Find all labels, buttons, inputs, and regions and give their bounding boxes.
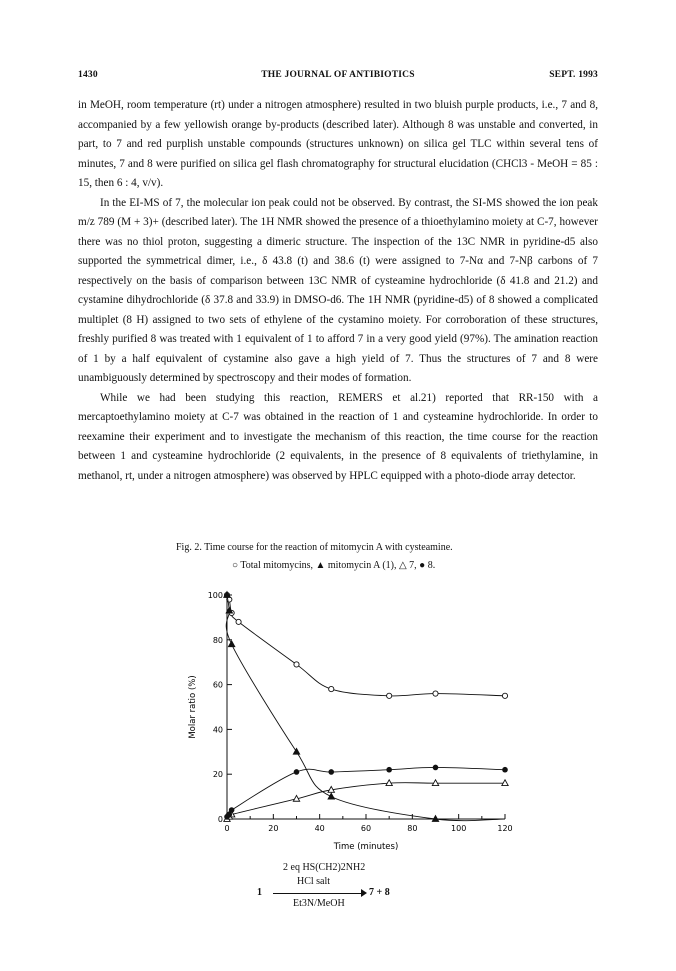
compound-8-point: [294, 769, 300, 775]
y-tick-label: 60: [212, 680, 223, 690]
y-tick-label: 0: [217, 815, 223, 824]
total-mitomycins-curve: [227, 595, 505, 696]
compound-8-point: [386, 767, 392, 773]
compound-7-point: [432, 780, 438, 786]
figure-caption: Fig. 2. Time course for the reaction of mitomycin A with cysteamine.: [176, 542, 453, 553]
reactant-label: 1: [257, 887, 262, 898]
issue-date: SEPT. 1993: [549, 70, 598, 80]
paragraph: In the EI-MS of 7, the molecular ion peak could not be observed. By contrast, the SI-MS showed the ion peak m/z 789 (M + 3)+ (described later). The 1H NMR showed the presence of a thioethylamino moiety at C-7, however there was no thiol proton, suggesting a dimeric structure. The inspection of the 13C NMR in pyridine-d5 also supported the symmetrical dimer, i.e., δ 43.8 (t) and 38.6 (t) were assigned to 7-Nα and 7-Nβ carbons of 7 respectively on the basis of comparison between 13C NMR of cysteamine hydrochloride (δ 41.8 and 21.2) and cystamine dihydrochloride (δ 37.8 and 33.9) in DMSO-d6. The 1H NMR (pyridine-d5) of 8 showed a complicated multiplet (8 H) assigned to two sets of ethylene of the cystamino moiety. For corroboration of these structures, freshly purified 8 was treated with 1 equivalent of 1 to afford 7 in a very good yield (97%). The amination reaction of 1 by a half equivalent of cystamine also gave a high yield of 7. Thus the structures of 7 and 8 were unambiguously determined by spectroscopy and their modes of formation.: [78, 196, 598, 384]
page-number: 1430: [78, 70, 98, 80]
reagent-label: 2 eq HS(CH2)2NH2: [283, 862, 366, 873]
products-label: 7 + 8: [369, 887, 390, 898]
x-axis-label: Time (minutes): [333, 842, 399, 852]
article-body: [78, 96, 598, 486]
compound-8-curve: [226, 767, 505, 816]
y-tick-label: 100: [207, 591, 223, 600]
compound-7-point: [502, 780, 508, 786]
x-tick-label: 60: [360, 824, 372, 833]
y-tick-label: 20: [212, 770, 223, 780]
total-mitomycins-point: [329, 686, 334, 691]
reaction-scheme: [255, 860, 415, 930]
figure-legend: ○ Total mitomycins, ▲ mitomycin A (1), △ 7, ● 8.: [232, 560, 436, 571]
arrow-head-icon: [361, 889, 367, 897]
x-tick-label: 100: [451, 824, 467, 833]
journal-title: THE JOURNAL OF ANTIBIOTICS: [261, 70, 415, 80]
time-course-chart: [0, 542, 676, 872]
paragraph: While we had been studying this reaction, REMERS et al.21) reported that RR-150 with a mercaptoethylamino moiety at C-7 was obtained in the reaction of 1 and cysteamine hydrochloride. In order to reexamine their experiment and to investigate the mechanism of this reaction, the time course for the reaction between 1 and cysteamine hydrochloride (2 equivalents, in the presence of 8 equivalents of triethylamine, in methanol, rt, under a nitrogen atmosphere) was observed by HPLC equipped with a photo-diode array detector.: [78, 391, 598, 482]
total-mitomycins-point: [502, 693, 507, 698]
compound-8-point: [229, 807, 235, 813]
running-header: [78, 70, 598, 86]
total-mitomycins-point: [387, 693, 392, 698]
salt-label: HCl salt: [297, 876, 331, 887]
x-tick-label: 20: [268, 824, 279, 833]
conditions-label: Et3N/MeOH: [293, 898, 345, 909]
mitomycin-a-point: [328, 793, 334, 799]
compound-8-point: [502, 767, 508, 773]
x-tick-label: 80: [407, 824, 418, 833]
mitomycin-a-point: [228, 641, 234, 647]
y-axis-label: Molar ratio (%): [188, 675, 198, 739]
compound-7-curve: [226, 783, 505, 819]
paragraph: in MeOH, room temperature (rt) under a nitrogen atmosphere) resulted in two bluish purple products, i.e., 7 and 8, accompanied by a few yellowish orange by-products (described later). Although 8 was unstable and converted, in part, to 7 and red purplish unstable compounds (structures unknown) on silica gel TLC within several tens of minutes, 7 and 8 were purified on silica gel flash chromatography for structural elucidation (CHCl3 - MeOH = 85 : 15, then 6 : 4, v/v).: [78, 99, 598, 189]
y-tick-label: 80: [212, 635, 223, 645]
x-tick-label: 40: [314, 824, 325, 833]
total-mitomycins-point: [236, 619, 241, 624]
compound-8-point: [433, 765, 439, 771]
compound-8-point: [328, 769, 334, 775]
mitomycin-a-point: [293, 748, 299, 754]
y-tick-label: 40: [212, 725, 223, 735]
total-mitomycins-point: [294, 662, 299, 667]
x-tick-label: 120: [497, 824, 513, 833]
x-tick-label: 0: [224, 824, 230, 833]
reaction-arrow: [273, 893, 365, 894]
figure-2: [0, 542, 676, 942]
total-mitomycins-point: [433, 691, 438, 696]
